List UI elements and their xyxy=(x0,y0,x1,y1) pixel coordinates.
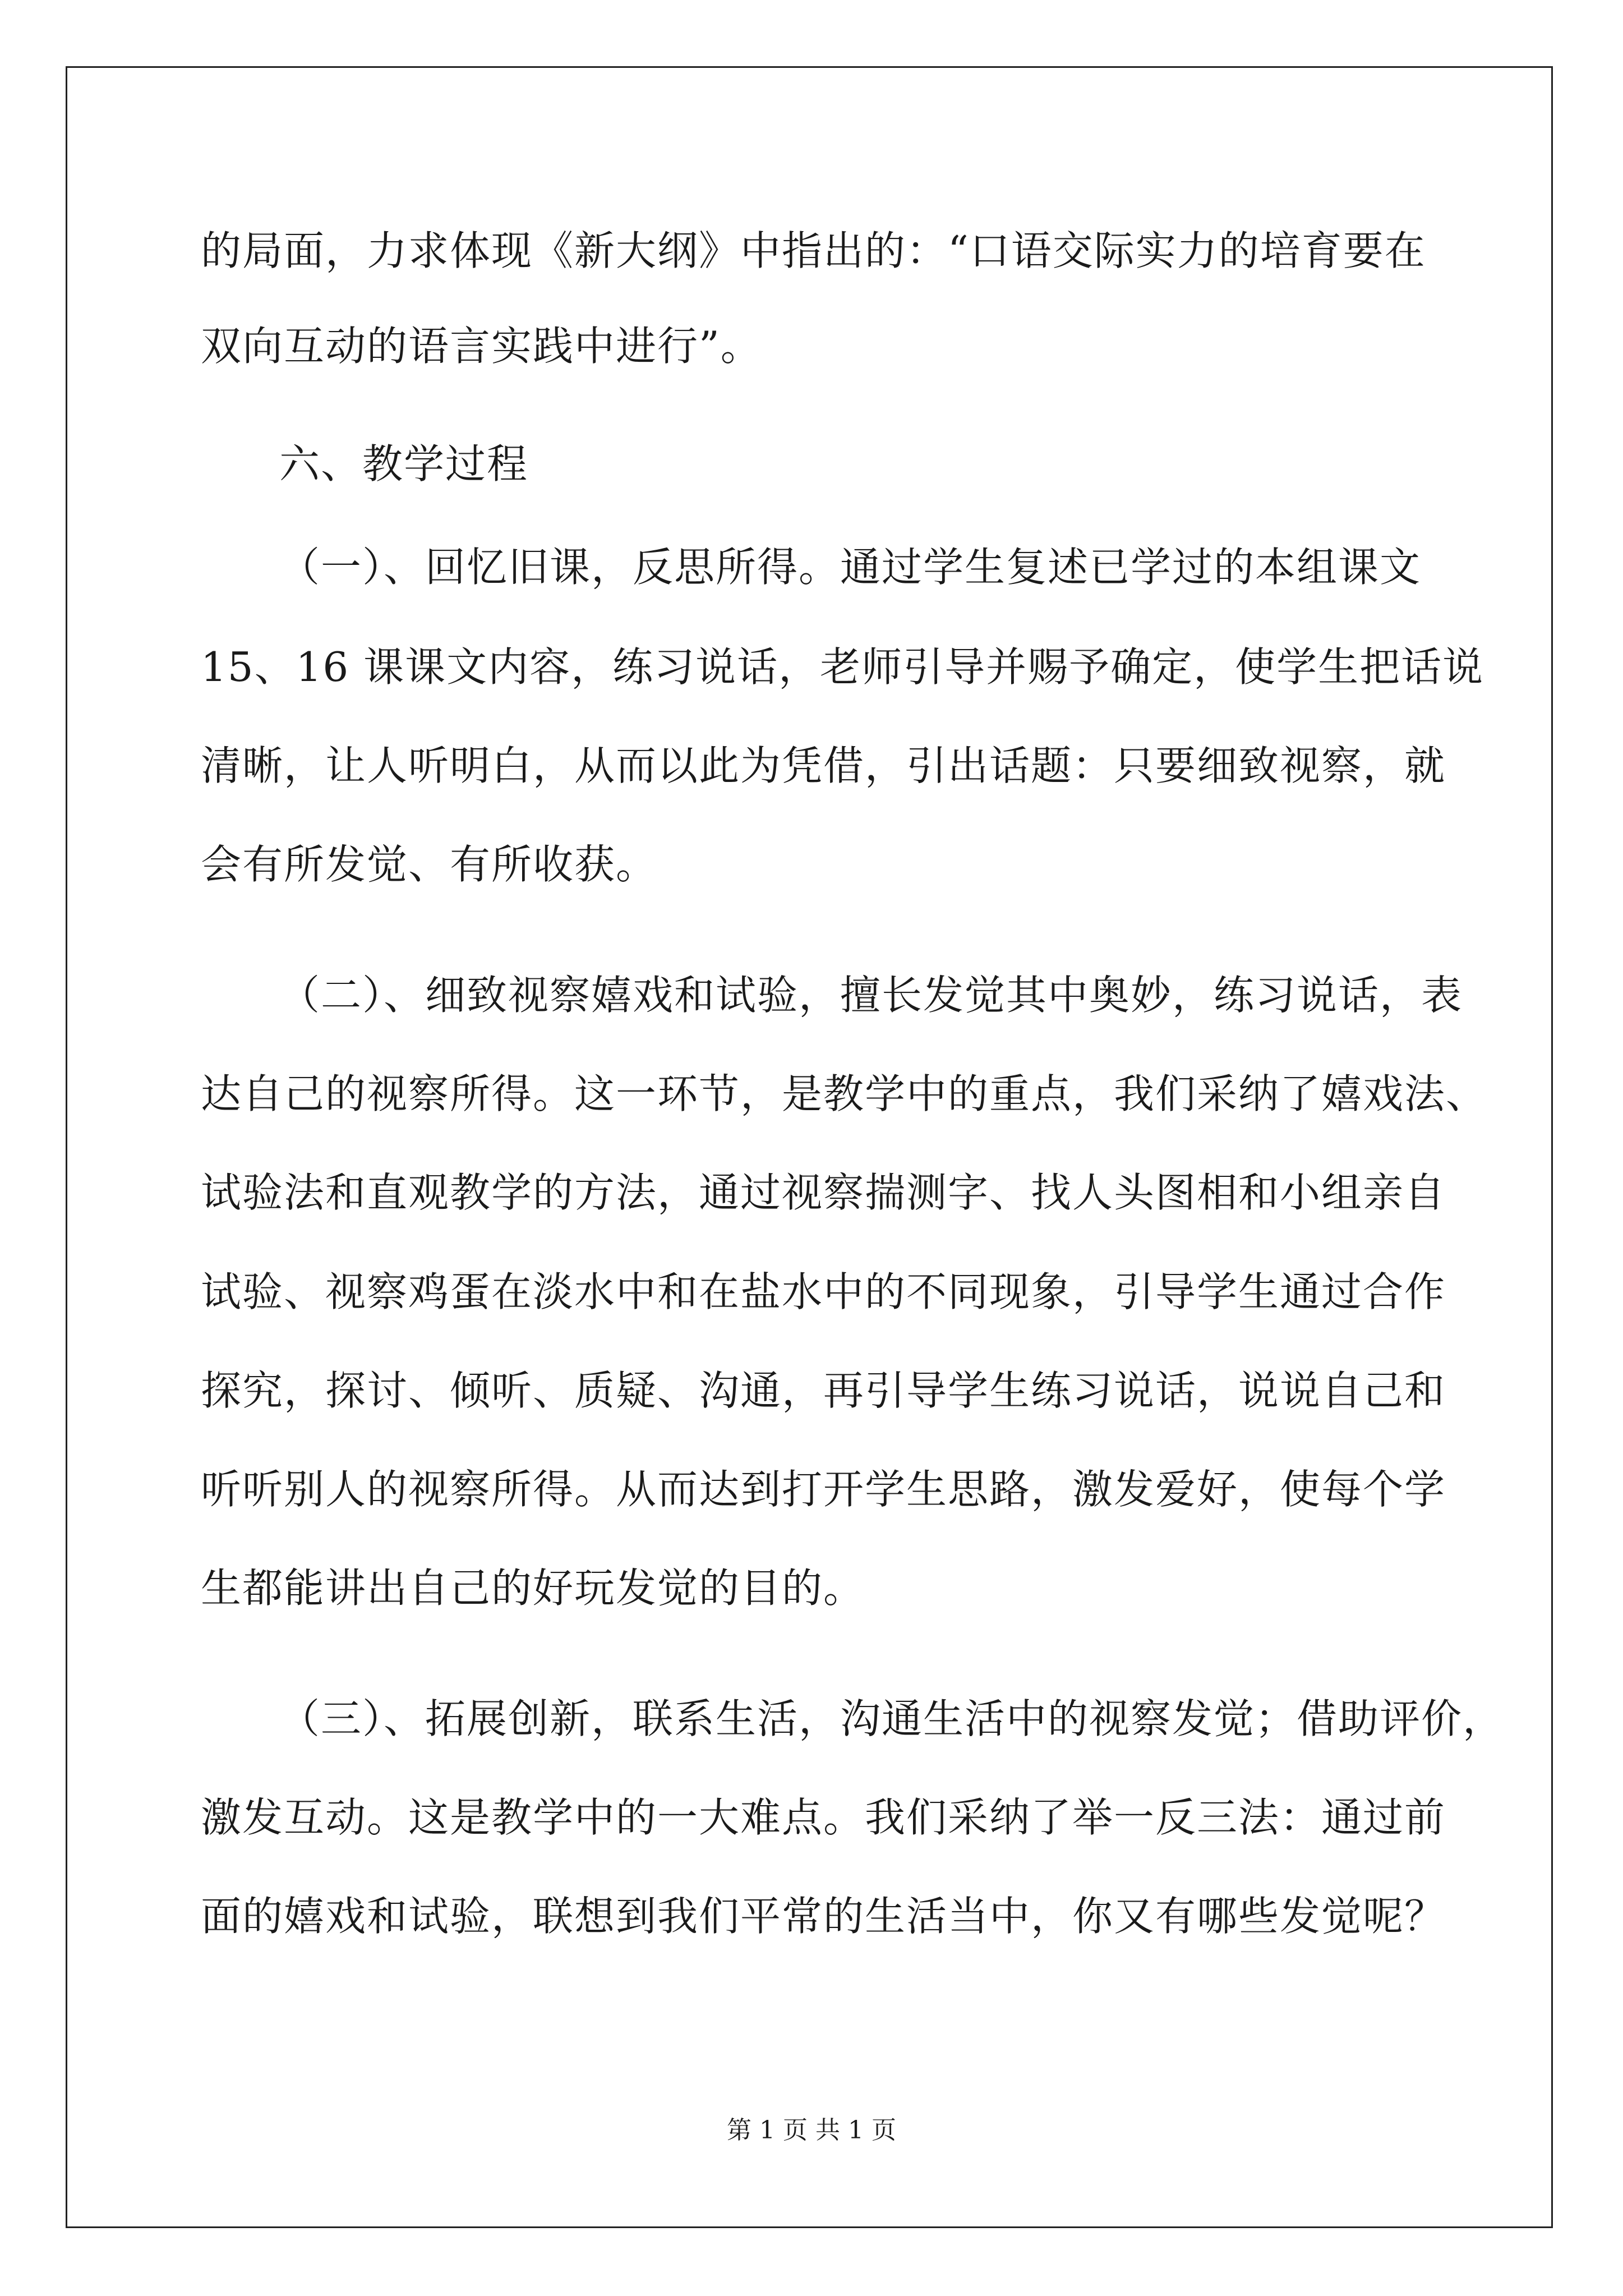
body-line-12: 探究，探讨、倾听、质疑、沟通，再引导学生练习说话，说说自己和 xyxy=(201,1367,1446,1414)
body-line-7: 会有所发觉、有所收获。 xyxy=(201,841,658,888)
body-line-14: 生都能讲出自己的好玩发觉的目的。 xyxy=(201,1565,865,1612)
page-footer: 第 1 页 共 1 页 xyxy=(727,2116,896,2145)
body-line-10: 试验法和直观教学的方法，通过视察揣测字、找人头图相和小组亲自 xyxy=(201,1169,1446,1216)
body-line-13: 听听别人的视察所得。从而达到打开学生思路，激发爱好，使每个学 xyxy=(201,1466,1446,1513)
body-line-8: （二）、细致视察嬉戏和试验，擅长发觉其中奥妙，练习说话，表 xyxy=(279,972,1463,1019)
body-line-5: 15、16 课课文内容，练习说话，老师引导并赐予确定，使学生把话说 xyxy=(201,643,1484,691)
body-line-2: 双向互动的语言实践中进行”。 xyxy=(201,323,762,370)
section-heading: 六、教学过程 xyxy=(279,440,529,487)
body-line-6: 清晰，让人听明白，从而以此为凭借，引出话题：只要细致视察，就 xyxy=(201,742,1446,789)
body-line-17: 面的嬉戏和试验，联想到我们平常的生活当中，你又有哪些发觉呢？ xyxy=(201,1893,1446,1940)
body-line-11: 试验、视察鸡蛋在淡水中和在盐水中的不同现象，引导学生通过合作 xyxy=(201,1268,1446,1315)
body-line-1: 的局面，力求体现《新大纲》中指出的：“口语交际实力的培育要在 xyxy=(201,227,1426,274)
body-line-16: 激发互动。这是教学中的一大难点。我们采纳了举一反三法：通过前 xyxy=(201,1794,1446,1841)
body-line-4: （一）、回忆旧课，反思所得。通过学生复述已学过的本组课文 xyxy=(279,544,1422,591)
body-line-15: （三）、拓展创新，联系生活，沟通生活中的视察发觉；借助评价， xyxy=(279,1695,1505,1742)
body-line-9: 达自己的视察所得。这一环节，是教学中的重点，我们采纳了嬉戏法、 xyxy=(201,1070,1488,1117)
